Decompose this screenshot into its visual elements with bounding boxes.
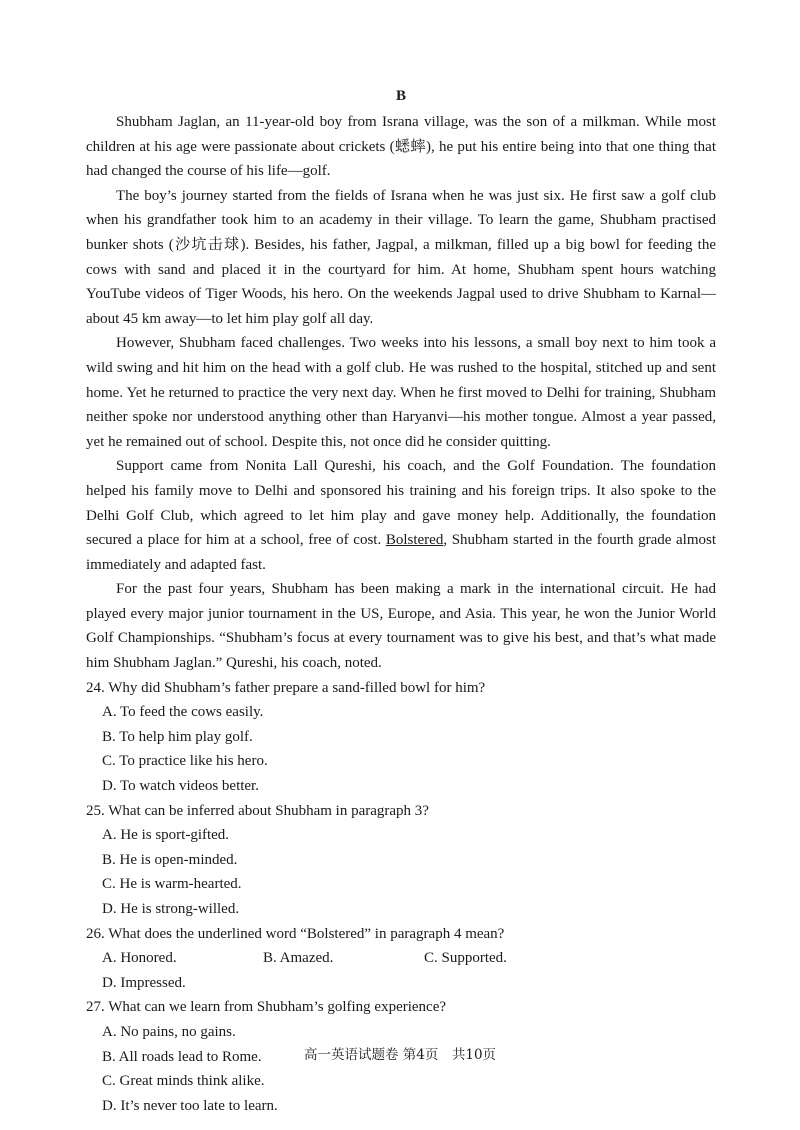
question-24 — [86, 676, 716, 799]
option-b: B. Amazed. — [263, 950, 334, 967]
paragraph-2 — [86, 184, 716, 332]
option-group — [86, 946, 716, 995]
option-group — [86, 700, 716, 798]
question-stem: 27. What can we learn from Shubham’s golfing experience? — [86, 999, 447, 1016]
option-b: B. All roads lead to Rome. — [102, 1048, 262, 1065]
question-stem: 26. What does the underlined word “Bolstered” in paragraph 4 mean? — [86, 925, 505, 942]
option-c: C. Supported. — [424, 950, 507, 967]
paragraph-text: However, Shubham faced challenges. Two weeks into his lessons, a small boy next to him took a wild swing and hit him on the head with a golf club. He was rushed to the hospital, stitched up and sent home. Yet he returned to practice the very next day. When he first moved to Delhi for training, Shubham neither spoke nor understood anything other than Haryanvi—his mother tongue. Almost a year passed, yet he remained out of school. Despite this, not once did he consider quitting. — [86, 335, 716, 450]
option-b: B. He is open-minded. — [102, 851, 238, 868]
option-c: C. To practice like his hero. — [102, 753, 268, 770]
option-b: B. To help him play golf. — [102, 728, 253, 745]
paragraph-3 — [86, 331, 716, 454]
paragraph-text: For the past four years, Shubham has been making a mark in the international circuit. He had played every major junior tournament in the US, Europe, and Asia. This year, he won the Junior World Golf Championships. “Shubham’s focus at every tournament was to give his best, and that’s what made him Shubham Jaglan.” Qureshi, his coach, noted. — [86, 581, 716, 672]
question-stem: 24. Why did Shubham’s father prepare a sand-filled bowl for him? — [86, 679, 486, 696]
question-25 — [86, 799, 716, 922]
option-a: A. No pains, no gains. — [102, 1023, 236, 1040]
option-c: C. Great minds think alike. — [102, 1073, 265, 1090]
paragraph-text: Support came from Nonita Lall Qureshi, his coach, and the Golf Foundation. The foundation helped his family move to Delhi and sponsored his training and his foreign trips. It also spoke to the Delhi Golf Club, which agreed to let him play and gave money help. Additionally, the foundation secured a place for him at a school, free of cost. — [86, 458, 716, 549]
question-26 — [86, 922, 716, 996]
option-d: D. Impressed. — [102, 974, 186, 991]
paragraph-5 — [86, 577, 716, 675]
paragraph-4 — [86, 454, 716, 577]
passage — [86, 110, 716, 676]
section-title: B — [395, 88, 406, 104]
option-d: D. It’s never too late to learn. — [102, 1097, 278, 1114]
option-d: D. To watch videos better. — [102, 778, 259, 795]
paragraph-1 — [86, 110, 716, 184]
document-page — [86, 84, 716, 1118]
option-group — [86, 823, 716, 921]
option-a: A. Honored. — [102, 950, 177, 967]
question-stem: 25. What can be inferred about Shubham in paragraph 3? — [86, 802, 429, 819]
option-a: A. He is sport-gifted. — [102, 827, 230, 844]
page-footer: 高一英语试题卷 第4页 共10页 — [303, 1047, 497, 1063]
underlined-word: Bolstered — [385, 532, 444, 549]
option-d: D. He is strong-willed. — [102, 901, 240, 917]
option-a: A. To feed the cows easily. — [102, 704, 264, 721]
option-group — [86, 1020, 716, 1118]
paragraph-text: The boy’s journey started from the fields of Israna when he was just six. He first saw a golf club when his grandfather took him to an academy in their village. To learn the game, Shubham practised bunker shots (沙坑击球). Besides, his father, Jagpal, a milkman, filled up a big bowl for feeding the cows with sand and placed it in the courtyard for him. At home, Shubham spent hours watching YouTube videos of Tiger Woods, his hero. On the weekends Jagpal used to drive Shubham to Karnal—about 45 km away—to let him play golf all day. — [86, 187, 716, 327]
paragraph-text: Shubham Jaglan, an 11-year-old boy from Israna village, was the son of a milkman. While most children at his age were passionate about crickets (蟋蟀), he put his entire being into that one thing that had changed the course of his life—golf. — [86, 114, 716, 180]
paragraph-text: , Shubham started in the fourth grade almost immediately and adapted fast. — [86, 532, 717, 573]
option-c: C. He is warm-hearted. — [102, 876, 242, 893]
